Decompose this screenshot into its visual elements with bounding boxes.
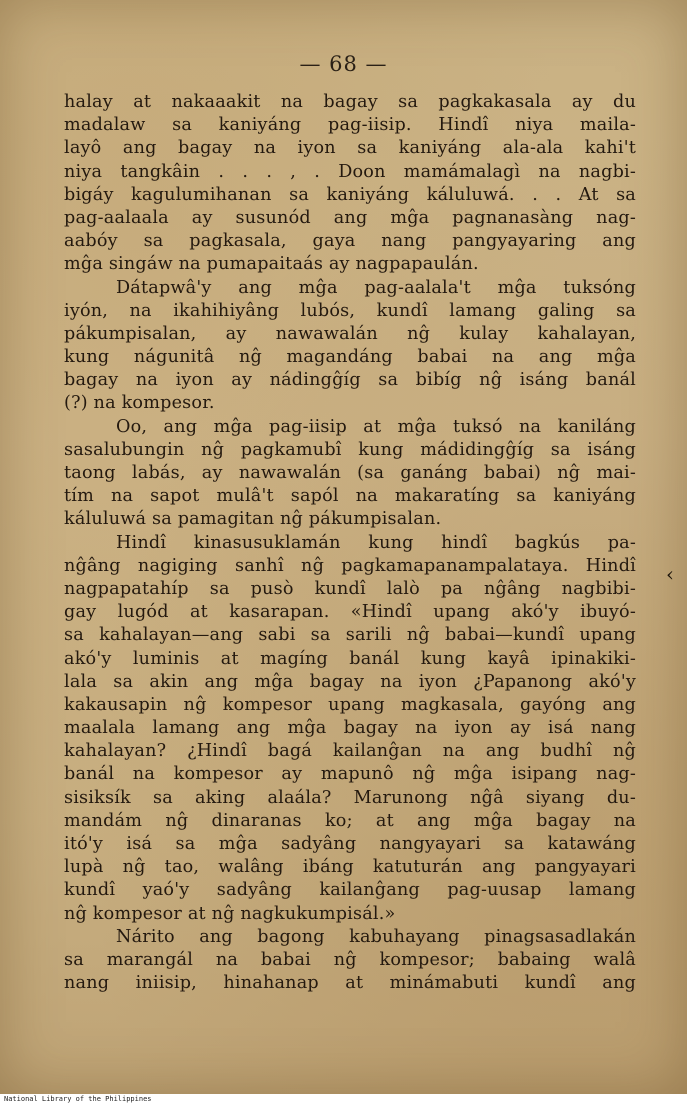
footer-credit: National Library of the Philippines [4, 1095, 152, 1103]
text-line: kahalayan? ¿Hindî bagá kailanĝan na ang budhî nĝ [64, 741, 636, 762]
page-number: — 68 — [299, 52, 388, 76]
text-line: madalaw sa kaniyáng pag-iisip. Hindî niya maila- [64, 115, 636, 136]
text-line: bigáy kagulumihanan sa kaniyáng káluluwá. . . At sa [64, 184, 636, 205]
text-line: kundî yaó'y sadyâng kailanĝang pag-uusap lamang [64, 880, 636, 901]
text-line: iyón, na ikahihiyâng lubós, kundî lamang galing sa [64, 300, 636, 321]
text-line: layô ang bagay na iyon sa kaniyáng ala-ala kahi't [64, 138, 636, 159]
text-line: kakausapin nĝ kompesor upang magkasala, gayóng ang [64, 694, 636, 715]
text-line: sasalubungin nĝ pagkamubî kung mádidingĝíg sa isáng [64, 439, 636, 460]
body-text [64, 91, 636, 995]
text-line: sa marangál na babai nĝ kompesor; babaing walâ [64, 949, 636, 970]
text-line: banál na kompesor ay mapunô nĝ mĝa isipang nag- [64, 764, 636, 785]
text-line: Oo, ang mĝa pag-iisip at mĝa tuksó na kaniláng [116, 416, 636, 437]
text-line: kung nágunitâ nĝ magandáng babai na ang mĝa [64, 347, 636, 368]
text-line: niya tangkâin . . . , . Doon mamámalagì na nagbi- [64, 161, 636, 182]
text-line: bagay na iyon ay nádingĝíg sa bibíg nĝ isáng banál [64, 370, 636, 391]
text-line: aabóy sa pagkasala, gaya nang pangyayaring ang [64, 231, 636, 252]
text-line: mandám nĝ dinaranas ko; at ang mĝa bagay na [64, 810, 636, 831]
text-line: nang iniisip, hinahanap at minámabuti kundî ang [64, 973, 636, 994]
text-line: taong labás, ay nawawalán (sa ganáng babai) nĝ mai- [64, 463, 636, 483]
text-line: itó'y isá sa mĝa sadyâng nangyayari sa katawáng [64, 834, 636, 854]
text-line: pag-aalaala ay susunód ang mĝa pagnanasàng nag- [64, 207, 636, 228]
text-line: Nárito ang bagong kabuhayang pinagsasadlakán [116, 926, 636, 947]
text-line: (?) na kompesor. [64, 393, 215, 414]
text-line: Dátapwâ'y ang mĝa pag-aalala't mĝa tuksóng [116, 277, 636, 298]
text-line: gay lugód at kasarapan. «Hindî upang akó'y ibuyó- [64, 602, 636, 623]
text-line: káluluwá sa pamagitan nĝ pákumpisalan. [64, 509, 442, 530]
text-line: pákumpisalan, ay nawawalán nĝ kulay kahalayan, [64, 323, 636, 344]
text-line: lala sa akin ang mĝa bagay na iyon ¿Papanong akó'y [64, 671, 636, 692]
text-line: mĝa singáw na pumapaitaás ay nagpapaulán. [64, 254, 479, 275]
text-line: sa kahalayan—ang sabi sa sarili nĝ babai—kundî upang [64, 625, 636, 646]
text-line: maalala lamang ang mĝa bagay na iyon ay isá nang [64, 718, 636, 739]
text-line: nĝ kompesor at nĝ nagkukumpisál.» [64, 903, 396, 924]
text-line: tím na sapot mulâ't sapól na makaratíng sa kaniyáng [64, 486, 636, 507]
text-line: halay at nakaaakit na bagay sa pagkakasala ay du [64, 92, 636, 112]
text-line: nagpapatahíp sa pusò kundî lalò pa nĝâng nagbibi- [64, 578, 636, 599]
text-line: sisiksík sa aking alaála? Marunong nĝâ siyang du- [64, 787, 636, 808]
text-line: Hindî kinasusuklamán kung hindî bagkús pa- [116, 532, 636, 553]
text-line: akó'y luminis at magíng banál kung kayâ ipinakiki- [64, 648, 636, 669]
margin-mark: ‹ [666, 562, 674, 586]
text-line: nĝâng nagiging sanhî nĝ pagkamapanampalataya. Hindî [64, 555, 636, 576]
text-line: lupà nĝ tao, walâng ibáng katuturán ang pangyayari [64, 857, 636, 878]
